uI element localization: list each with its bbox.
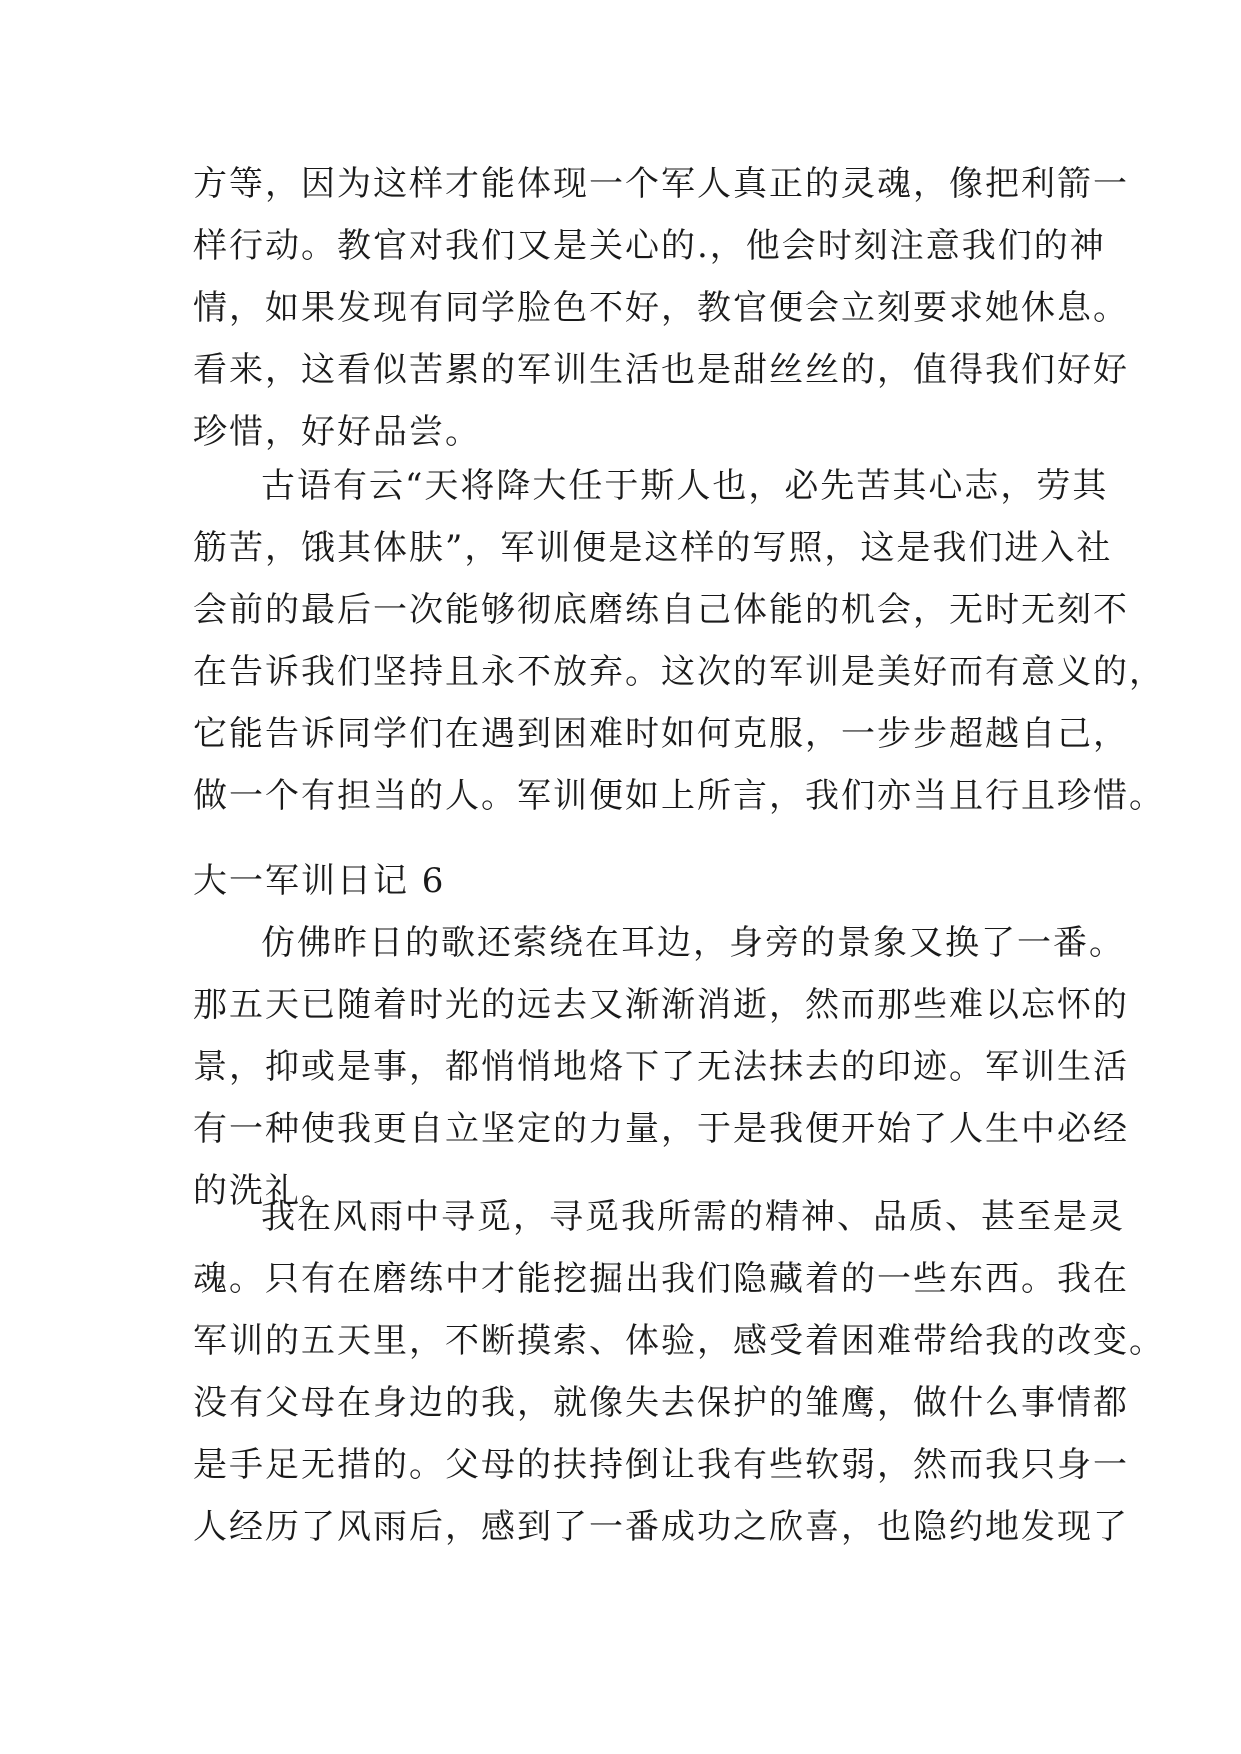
paragraph-continued (193, 153, 1129, 463)
paragraph-classical-quote (193, 455, 1165, 827)
text-line: 仿佛昨日的歌还萦绕在耳边，身旁的景象又换了一番。 (261, 923, 1125, 963)
text-line: 景，抑或是事，都悄悄地烙下了无法抹去的印迹。军训生活 (193, 1047, 1129, 1087)
text-line: 军训的五天里，不断摸索、体验，感受着困难带给我的改变。 (193, 1321, 1165, 1361)
text-line: 情，如果发现有同学脸色不好，教官便会立刻要求她休息。 (193, 288, 1129, 328)
text-line: 做一个有担当的人。军训便如上所言，我们亦当且行且珍惜。 (193, 776, 1165, 816)
paragraph-diary-body (193, 1186, 1165, 1558)
section-heading: 大一军训日记 6 (193, 861, 446, 901)
text-line: 古语有云“天将降大任于斯人也，必先苦其心志，劳其 (261, 466, 1109, 506)
paragraph-diary-intro (193, 912, 1129, 1222)
text-line: 有一种使我更自立坚定的力量，于是我便开始了人生中必经 (193, 1109, 1129, 1149)
text-line: 它能告诉同学们在遇到困难时如何克服，一步步超越自己， (193, 714, 1129, 754)
text-line: 的洗礼。 (193, 1171, 337, 1211)
text-line: 珍惜，好好品尝。 (193, 412, 481, 452)
text-line: 是手足无措的。父母的扶持倒让我有些软弱，然而我只身一 (193, 1445, 1129, 1485)
text-line: 筋苦，饿其体肤”，军训便是这样的写照，这是我们进入社 (193, 528, 1113, 568)
text-line: 看来，这看似苦累的军训生活也是甜丝丝的，值得我们好好 (193, 350, 1129, 390)
text-line: 我在风雨中寻觅，寻觅我所需的精神、品质、甚至是灵 (261, 1197, 1125, 1237)
text-line: 魂。只有在磨练中才能挖掘出我们隐藏着的一些东西。我在 (193, 1259, 1129, 1299)
text-line: 人经历了风雨后，感到了一番成功之欣喜，也隐约地发现了 (193, 1507, 1129, 1547)
text-line: 样行动。教官对我们又是关心的.，他会时刻注意我们的神 (193, 226, 1106, 266)
text-line: 在告诉我们坚持且永不放弃。这次的军训是美好而有意义的， (193, 652, 1165, 692)
text-line: 那五天已随着时光的远去又渐渐消逝，然而那些难以忘怀的 (193, 985, 1129, 1025)
text-line: 没有父母在身边的我，就像失去保护的雏鹰，做什么事情都 (193, 1383, 1129, 1423)
text-line: 方等，因为这样才能体现一个军人真正的灵魂，像把利箭一 (193, 164, 1129, 204)
text-line: 会前的最后一次能够彻底磨练自己体能的机会，无时无刻不 (193, 590, 1129, 630)
